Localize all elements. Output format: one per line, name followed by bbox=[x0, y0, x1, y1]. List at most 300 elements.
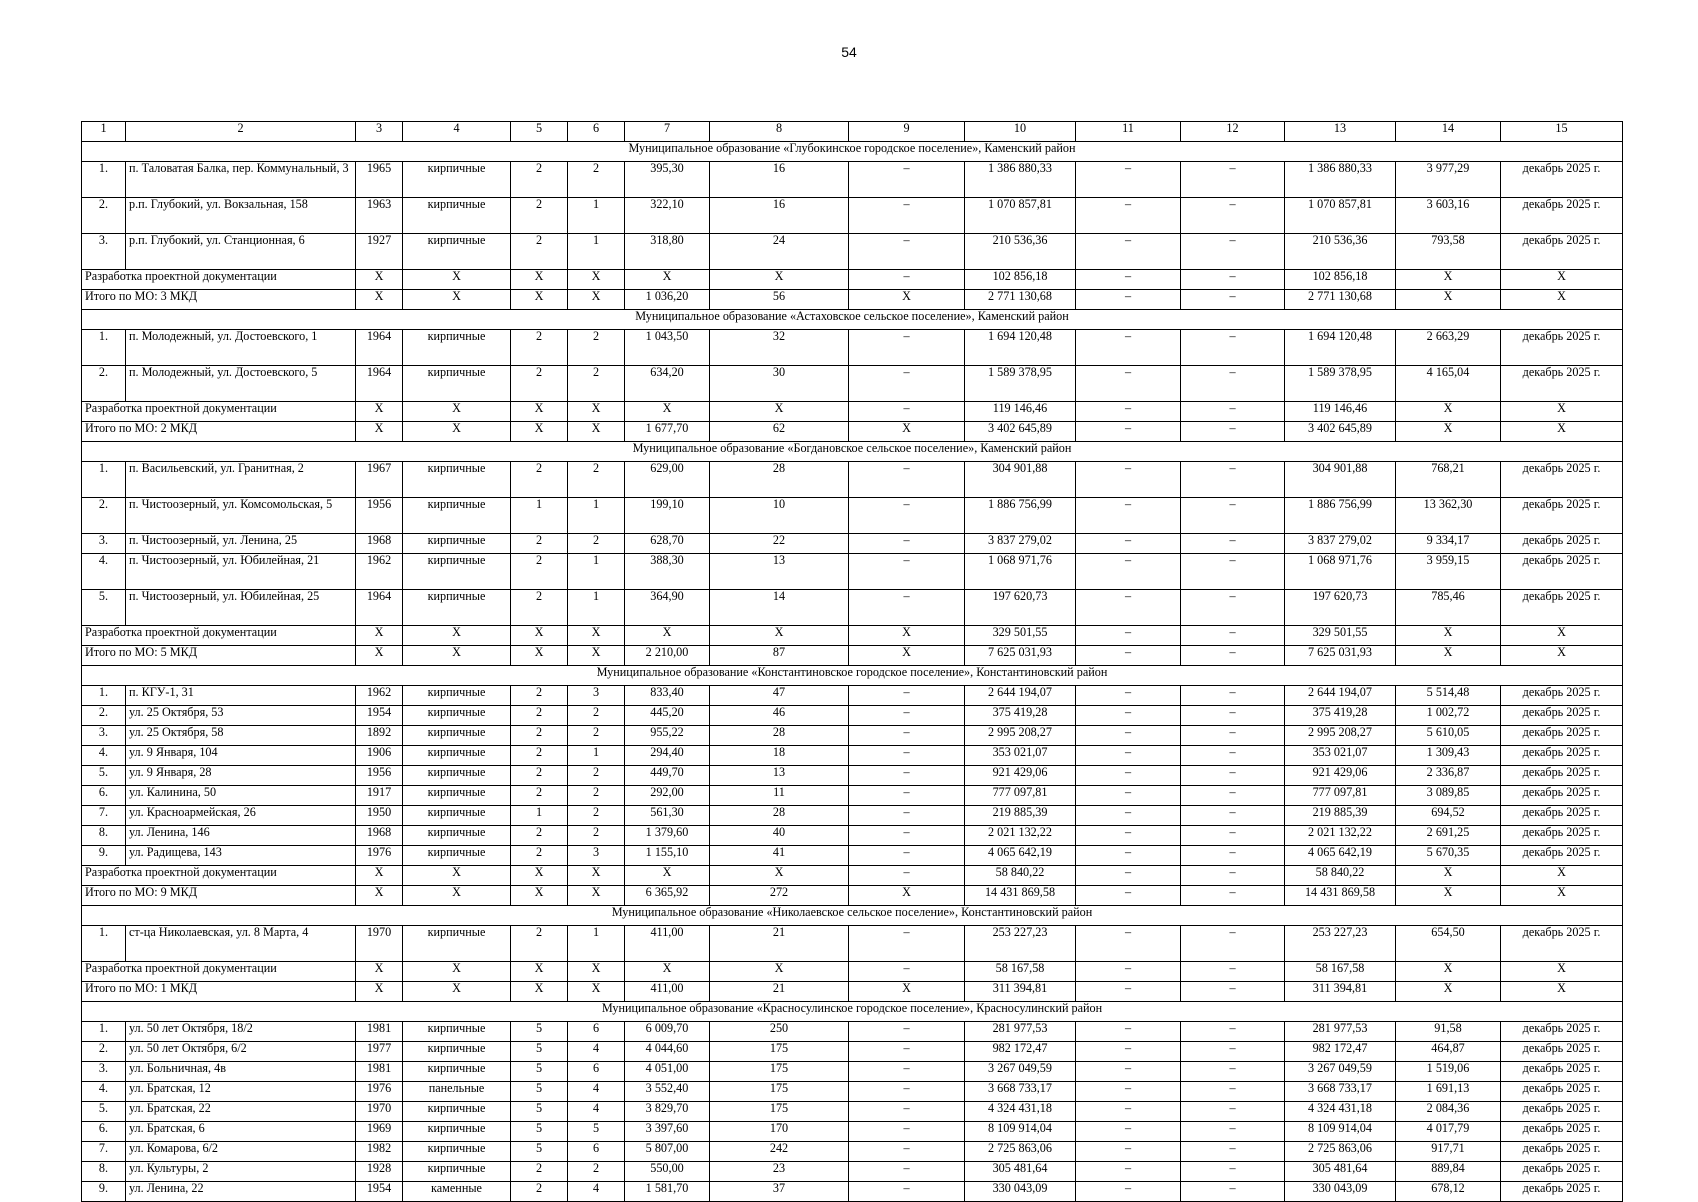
section-title: Муниципальное образование «Красносулинское городское поселение», Красносулинский район bbox=[82, 1002, 1623, 1022]
table-cell: X bbox=[1396, 982, 1501, 1002]
table-cell: – bbox=[1076, 402, 1181, 422]
address-cell: п. Чистоозерный, ул. Юбилейная, 21 bbox=[126, 554, 356, 590]
table-cell: – bbox=[849, 462, 965, 498]
table-cell: 2 644 194,07 bbox=[965, 686, 1076, 706]
table-cell: 364,90 bbox=[625, 590, 710, 626]
table-cell: – bbox=[849, 270, 965, 290]
table-cell: 4 065 642,19 bbox=[1285, 846, 1396, 866]
page-number: 54 bbox=[841, 44, 857, 60]
table-cell: 3 837 279,02 bbox=[965, 534, 1076, 554]
table-cell: – bbox=[1181, 646, 1285, 666]
table-cell: 2 bbox=[511, 198, 568, 234]
table-cell: 4 bbox=[568, 1082, 625, 1102]
table-row bbox=[82, 1122, 1623, 1142]
table-cell: – bbox=[849, 1142, 965, 1162]
table-cell: 2 bbox=[568, 766, 625, 786]
table-cell: декабрь 2025 г. bbox=[1501, 234, 1623, 270]
table-cell: 777 097,81 bbox=[1285, 786, 1396, 806]
table-cell: 1 bbox=[568, 234, 625, 270]
table-cell: X bbox=[849, 886, 965, 906]
table-cell: 1964 bbox=[356, 366, 403, 402]
table-cell: 628,70 bbox=[625, 534, 710, 554]
table-row bbox=[82, 806, 1623, 826]
table-cell: 21 bbox=[710, 982, 849, 1002]
table-cell: – bbox=[849, 554, 965, 590]
table-cell: X bbox=[511, 962, 568, 982]
table-cell: 1. bbox=[82, 1022, 126, 1042]
table-cell: 2 bbox=[568, 330, 625, 366]
table-cell: 2 725 863,06 bbox=[965, 1142, 1076, 1162]
section-title: Муниципальное образование «Константиновское городское поселение», Константиновский район bbox=[82, 666, 1623, 686]
table-cell: – bbox=[849, 1162, 965, 1182]
table-cell: декабрь 2025 г. bbox=[1501, 1182, 1623, 1202]
table-cell: – bbox=[1181, 746, 1285, 766]
table-cell: 889,84 bbox=[1396, 1162, 1501, 1182]
table-cell: – bbox=[849, 766, 965, 786]
table-cell: 2 bbox=[511, 786, 568, 806]
table-cell: 1 589 378,95 bbox=[1285, 366, 1396, 402]
table-cell: X bbox=[710, 270, 849, 290]
table-cell: – bbox=[1181, 1082, 1285, 1102]
table-cell: кирпичные bbox=[403, 926, 511, 962]
table-cell: 768,21 bbox=[1396, 462, 1501, 498]
table-cell: X bbox=[403, 290, 511, 310]
address-cell: ул. 9 Января, 28 bbox=[126, 766, 356, 786]
table-cell: – bbox=[1076, 766, 1181, 786]
table-cell: 8 109 914,04 bbox=[1285, 1122, 1396, 1142]
table-cell: 102 856,18 bbox=[965, 270, 1076, 290]
table-cell: 311 394,81 bbox=[965, 982, 1076, 1002]
table-cell: 678,12 bbox=[1396, 1182, 1501, 1202]
table-cell: 375 419,28 bbox=[965, 706, 1076, 726]
table-cell: 2 021 132,22 bbox=[965, 826, 1076, 846]
table-cell: 1968 bbox=[356, 826, 403, 846]
table-cell: 170 bbox=[710, 1122, 849, 1142]
table-cell: 5 bbox=[568, 1122, 625, 1142]
table-cell: – bbox=[1181, 198, 1285, 234]
table-cell: – bbox=[1076, 162, 1181, 198]
table-cell: 1 036,20 bbox=[625, 290, 710, 310]
table-cell: 329 501,55 bbox=[1285, 626, 1396, 646]
table-cell: X bbox=[511, 886, 568, 906]
table-cell: – bbox=[1076, 198, 1181, 234]
table-cell: X bbox=[568, 402, 625, 422]
table-row bbox=[82, 198, 1623, 234]
column-number: 6 bbox=[568, 122, 625, 142]
table-cell: 175 bbox=[710, 1062, 849, 1082]
table-cell: 58 840,22 bbox=[1285, 866, 1396, 886]
table-cell: X bbox=[356, 270, 403, 290]
table-cell: 23 bbox=[710, 1162, 849, 1182]
address-cell: ул. Красноармейская, 26 bbox=[126, 806, 356, 826]
table-cell: 1 309,43 bbox=[1396, 746, 1501, 766]
address-cell: п. Молодежный, ул. Достоевского, 1 bbox=[126, 330, 356, 366]
table-cell: 5 bbox=[511, 1122, 568, 1142]
table-cell: – bbox=[1181, 462, 1285, 498]
column-numbers-row bbox=[82, 122, 1623, 142]
table-cell: X bbox=[511, 290, 568, 310]
table-cell: 921 429,06 bbox=[1285, 766, 1396, 786]
table-cell: 5 514,48 bbox=[1396, 686, 1501, 706]
table-cell: 2 bbox=[511, 554, 568, 590]
table-cell: 353 021,07 bbox=[1285, 746, 1396, 766]
table-cell: – bbox=[849, 686, 965, 706]
table-cell: – bbox=[1181, 786, 1285, 806]
table-cell: 1917 bbox=[356, 786, 403, 806]
table-cell: X bbox=[568, 422, 625, 442]
table-cell: 561,30 bbox=[625, 806, 710, 826]
table-cell: 3 837 279,02 bbox=[1285, 534, 1396, 554]
table-cell: 2 bbox=[511, 462, 568, 498]
table-cell: 1977 bbox=[356, 1042, 403, 1062]
table-cell: 13 bbox=[710, 554, 849, 590]
table-cell: 5 bbox=[511, 1142, 568, 1162]
table-cell: X bbox=[511, 646, 568, 666]
table-cell: – bbox=[1181, 706, 1285, 726]
table-cell: 1950 bbox=[356, 806, 403, 826]
table-cell: X bbox=[511, 270, 568, 290]
table-cell: – bbox=[1076, 366, 1181, 402]
table-cell: – bbox=[1076, 846, 1181, 866]
table-cell: 3 829,70 bbox=[625, 1102, 710, 1122]
table-cell: 1 519,06 bbox=[1396, 1062, 1501, 1082]
table-cell: X bbox=[1501, 422, 1623, 442]
table-cell: – bbox=[1076, 534, 1181, 554]
table-cell: – bbox=[1076, 1042, 1181, 1062]
table-cell: кирпичные bbox=[403, 366, 511, 402]
table-cell: – bbox=[1181, 726, 1285, 746]
table-cell: 2 bbox=[568, 726, 625, 746]
table-row bbox=[82, 1182, 1623, 1202]
address-cell: п. Чистоозерный, ул. Юбилейная, 25 bbox=[126, 590, 356, 626]
table-cell: 1 bbox=[568, 926, 625, 962]
table-cell: 3 bbox=[568, 686, 625, 706]
total-row bbox=[82, 886, 1623, 906]
table-cell: X bbox=[403, 886, 511, 906]
table-cell: – bbox=[849, 1062, 965, 1082]
table-cell: 3 977,29 bbox=[1396, 162, 1501, 198]
table-cell: 411,00 bbox=[625, 926, 710, 962]
table-row bbox=[82, 1102, 1623, 1122]
table-cell: 1956 bbox=[356, 766, 403, 786]
table-cell: X bbox=[403, 962, 511, 982]
total-label: Итого по МО: 5 МКД bbox=[82, 646, 356, 666]
table-cell: декабрь 2025 г. bbox=[1501, 462, 1623, 498]
table-cell: декабрь 2025 г. bbox=[1501, 498, 1623, 534]
table-cell: – bbox=[849, 330, 965, 366]
table-cell: декабрь 2025 г. bbox=[1501, 806, 1623, 826]
table-cell: X bbox=[511, 402, 568, 422]
table-cell: 395,30 bbox=[625, 162, 710, 198]
table-cell: 305 481,64 bbox=[1285, 1162, 1396, 1182]
table-cell: 1 070 857,81 bbox=[965, 198, 1076, 234]
table-cell: 10 bbox=[710, 498, 849, 534]
table-cell: кирпичные bbox=[403, 590, 511, 626]
table-cell: 281 977,53 bbox=[965, 1022, 1076, 1042]
total-row bbox=[82, 962, 1623, 982]
table-cell: X bbox=[356, 886, 403, 906]
table-cell: 210 536,36 bbox=[965, 234, 1076, 270]
table-cell: X bbox=[568, 646, 625, 666]
table-cell: 199,10 bbox=[625, 498, 710, 534]
table-cell: – bbox=[1181, 766, 1285, 786]
address-cell: ул. 50 лет Октября, 18/2 bbox=[126, 1022, 356, 1042]
table-cell: 2 bbox=[568, 462, 625, 498]
table-cell: – bbox=[1076, 886, 1181, 906]
table-cell: 16 bbox=[710, 198, 849, 234]
section-title: Муниципальное образование «Николаевское сельское поселение», Константиновский район bbox=[82, 906, 1623, 926]
table-cell: 1968 bbox=[356, 534, 403, 554]
table-cell: 175 bbox=[710, 1042, 849, 1062]
table-cell: – bbox=[849, 162, 965, 198]
table-cell: 6 365,92 bbox=[625, 886, 710, 906]
column-number: 11 bbox=[1076, 122, 1181, 142]
table-cell: X bbox=[568, 290, 625, 310]
table-cell: 5 bbox=[511, 1102, 568, 1122]
table-cell: 2 bbox=[511, 1162, 568, 1182]
column-number: 2 bbox=[126, 122, 356, 142]
table-cell: 464,87 bbox=[1396, 1042, 1501, 1062]
table-cell: – bbox=[849, 846, 965, 866]
table-cell: декабрь 2025 г. bbox=[1501, 1162, 1623, 1182]
table-cell: 1 691,13 bbox=[1396, 1082, 1501, 1102]
table-cell: декабрь 2025 г. bbox=[1501, 198, 1623, 234]
table-cell: декабрь 2025 г. bbox=[1501, 706, 1623, 726]
table-cell: декабрь 2025 г. bbox=[1501, 766, 1623, 786]
table-cell: – bbox=[849, 366, 965, 402]
table-cell: – bbox=[1181, 330, 1285, 366]
table-cell: X bbox=[511, 626, 568, 646]
table-cell: X bbox=[1396, 402, 1501, 422]
table-cell: – bbox=[1181, 926, 1285, 962]
table-cell: 2 663,29 bbox=[1396, 330, 1501, 366]
table-cell: 5. bbox=[82, 766, 126, 786]
table-cell: – bbox=[1181, 234, 1285, 270]
table-cell: X bbox=[625, 866, 710, 886]
table-cell: X bbox=[1501, 270, 1623, 290]
table-cell: 242 bbox=[710, 1142, 849, 1162]
table-cell: – bbox=[1076, 926, 1181, 962]
table-cell: декабрь 2025 г. bbox=[1501, 1082, 1623, 1102]
table-cell: кирпичные bbox=[403, 1122, 511, 1142]
table-cell: 219 885,39 bbox=[965, 806, 1076, 826]
table-cell: 4 324 431,18 bbox=[965, 1102, 1076, 1122]
table-cell: 2 bbox=[511, 590, 568, 626]
table-cell: – bbox=[1076, 498, 1181, 534]
table-cell: – bbox=[1076, 1102, 1181, 1122]
table-cell: декабрь 2025 г. bbox=[1501, 1122, 1623, 1142]
table-cell: 4. bbox=[82, 554, 126, 590]
table-row bbox=[82, 1062, 1623, 1082]
table-cell: X bbox=[849, 626, 965, 646]
table-cell: кирпичные bbox=[403, 1042, 511, 1062]
address-cell: ул. Комарова, 6/2 bbox=[126, 1142, 356, 1162]
table-cell: X bbox=[356, 402, 403, 422]
table-cell: 304 901,88 bbox=[1285, 462, 1396, 498]
table-cell: X bbox=[1396, 270, 1501, 290]
address-cell: ул. Братская, 12 bbox=[126, 1082, 356, 1102]
table-cell: 329 501,55 bbox=[965, 626, 1076, 646]
table-cell: декабрь 2025 г. bbox=[1501, 366, 1623, 402]
total-row bbox=[82, 422, 1623, 442]
table-cell: 2 771 130,68 bbox=[1285, 290, 1396, 310]
table-cell: 16 bbox=[710, 162, 849, 198]
table-cell: 1928 bbox=[356, 1162, 403, 1182]
table-cell: X bbox=[356, 626, 403, 646]
table-cell: 2 bbox=[568, 786, 625, 806]
column-number: 3 bbox=[356, 122, 403, 142]
table-cell: 2 bbox=[511, 234, 568, 270]
table-row bbox=[82, 1162, 1623, 1182]
table-cell: кирпичные bbox=[403, 786, 511, 806]
table-row bbox=[82, 330, 1623, 366]
table-cell: 1 694 120,48 bbox=[965, 330, 1076, 366]
table-cell: 2 995 208,27 bbox=[1285, 726, 1396, 746]
table-cell: 3 552,40 bbox=[625, 1082, 710, 1102]
table-cell: 8. bbox=[82, 1162, 126, 1182]
table-cell: 1927 bbox=[356, 234, 403, 270]
table-cell: 353 021,07 bbox=[965, 746, 1076, 766]
table-cell: кирпичные bbox=[403, 234, 511, 270]
table-cell: 32 bbox=[710, 330, 849, 366]
table-cell: 5 670,35 bbox=[1396, 846, 1501, 866]
total-label: Разработка проектной документации bbox=[82, 866, 356, 886]
table-cell: 1 386 880,33 bbox=[965, 162, 1076, 198]
table-cell: декабрь 2025 г. bbox=[1501, 1042, 1623, 1062]
table-cell: – bbox=[1181, 846, 1285, 866]
table-cell: 281 977,53 bbox=[1285, 1022, 1396, 1042]
table-cell: 1956 bbox=[356, 498, 403, 534]
table-cell: 2 bbox=[511, 534, 568, 554]
table-cell: декабрь 2025 г. bbox=[1501, 1142, 1623, 1162]
table-cell: 28 bbox=[710, 806, 849, 826]
table-cell: – bbox=[1181, 886, 1285, 906]
table-cell: – bbox=[1076, 646, 1181, 666]
table-cell: 4 165,04 bbox=[1396, 366, 1501, 402]
table-cell: 9 334,17 bbox=[1396, 534, 1501, 554]
table-cell: 1906 bbox=[356, 746, 403, 766]
table-cell: 3 bbox=[568, 846, 625, 866]
table-cell: – bbox=[1181, 1182, 1285, 1202]
total-row bbox=[82, 270, 1623, 290]
table-cell: – bbox=[1181, 422, 1285, 442]
column-number: 7 bbox=[625, 122, 710, 142]
table-cell: 375 419,28 bbox=[1285, 706, 1396, 726]
section-header-row bbox=[82, 442, 1623, 462]
table-cell: декабрь 2025 г. bbox=[1501, 534, 1623, 554]
table-cell: – bbox=[1181, 290, 1285, 310]
total-row bbox=[82, 866, 1623, 886]
table-cell: 7 625 031,93 bbox=[1285, 646, 1396, 666]
table-cell: кирпичные bbox=[403, 1142, 511, 1162]
table-cell: – bbox=[1181, 806, 1285, 826]
table-cell: – bbox=[849, 962, 965, 982]
table-cell: X bbox=[568, 626, 625, 646]
table-cell: – bbox=[1076, 1082, 1181, 1102]
table-cell: X bbox=[356, 646, 403, 666]
column-number: 8 bbox=[710, 122, 849, 142]
table-cell: 2 bbox=[568, 826, 625, 846]
address-cell: ул. Братская, 22 bbox=[126, 1102, 356, 1122]
address-cell: ул. Радищева, 143 bbox=[126, 846, 356, 866]
table-cell: X bbox=[356, 982, 403, 1002]
table-cell: 8 109 914,04 bbox=[965, 1122, 1076, 1142]
table-cell: 6 bbox=[568, 1142, 625, 1162]
table-cell: кирпичные bbox=[403, 462, 511, 498]
table-cell: 2 bbox=[511, 926, 568, 962]
address-cell: ул. Братская, 6 bbox=[126, 1122, 356, 1142]
table-cell: 2 771 130,68 bbox=[965, 290, 1076, 310]
table-row bbox=[82, 590, 1623, 626]
table-cell: 2 bbox=[511, 686, 568, 706]
table-cell: 210 536,36 bbox=[1285, 234, 1396, 270]
table-cell: 2 084,36 bbox=[1396, 1102, 1501, 1122]
address-cell: ст-ца Николаевская, ул. 8 Марта, 4 bbox=[126, 926, 356, 962]
table-cell: – bbox=[1076, 1022, 1181, 1042]
table-cell: 2 644 194,07 bbox=[1285, 686, 1396, 706]
table-cell: 292,00 bbox=[625, 786, 710, 806]
table-cell: 1964 bbox=[356, 330, 403, 366]
table-cell: 2 bbox=[511, 162, 568, 198]
table-cell: X bbox=[403, 626, 511, 646]
total-row bbox=[82, 402, 1623, 422]
table-cell: X bbox=[625, 402, 710, 422]
table-cell: 982 172,47 bbox=[965, 1042, 1076, 1062]
table-cell: 2 691,25 bbox=[1396, 826, 1501, 846]
table-cell: – bbox=[1076, 1062, 1181, 1082]
table-cell: – bbox=[1076, 234, 1181, 270]
table-cell: кирпичные bbox=[403, 554, 511, 590]
table-cell: 1982 bbox=[356, 1142, 403, 1162]
table-cell: 445,20 bbox=[625, 706, 710, 726]
section-header-row bbox=[82, 1002, 1623, 1022]
table-cell: X bbox=[1501, 982, 1623, 1002]
table-cell: X bbox=[849, 646, 965, 666]
table-cell: 777 097,81 bbox=[965, 786, 1076, 806]
table-cell: 294,40 bbox=[625, 746, 710, 766]
table-row bbox=[82, 786, 1623, 806]
table-cell: X bbox=[403, 422, 511, 442]
table-cell: 1 886 756,99 bbox=[1285, 498, 1396, 534]
total-label: Разработка проектной документации bbox=[82, 626, 356, 646]
table-cell: – bbox=[1181, 962, 1285, 982]
column-number: 14 bbox=[1396, 122, 1501, 142]
address-cell: ул. Калинина, 50 bbox=[126, 786, 356, 806]
table-cell: – bbox=[1076, 554, 1181, 590]
table-cell: – bbox=[1076, 706, 1181, 726]
table-cell: – bbox=[1076, 626, 1181, 646]
table-cell: 1 386 880,33 bbox=[1285, 162, 1396, 198]
table-cell: 550,00 bbox=[625, 1162, 710, 1182]
table-cell: X bbox=[1396, 866, 1501, 886]
table-cell: 2 bbox=[568, 162, 625, 198]
address-cell: п. Чистоозерный, ул. Комсомольская, 5 bbox=[126, 498, 356, 534]
table-row bbox=[82, 162, 1623, 198]
table-cell: – bbox=[1181, 366, 1285, 402]
table-cell: декабрь 2025 г. bbox=[1501, 826, 1623, 846]
table-cell: 46 bbox=[710, 706, 849, 726]
table-cell: 58 167,58 bbox=[965, 962, 1076, 982]
table-cell: 14 431 869,58 bbox=[965, 886, 1076, 906]
table-cell: 1 bbox=[568, 498, 625, 534]
table-cell: 197 620,73 bbox=[1285, 590, 1396, 626]
column-number: 13 bbox=[1285, 122, 1396, 142]
table-cell: 5. bbox=[82, 1102, 126, 1122]
table-cell: X bbox=[1396, 962, 1501, 982]
table-cell: X bbox=[1501, 646, 1623, 666]
table-cell: 5 807,00 bbox=[625, 1142, 710, 1162]
table-cell: – bbox=[1181, 1022, 1285, 1042]
